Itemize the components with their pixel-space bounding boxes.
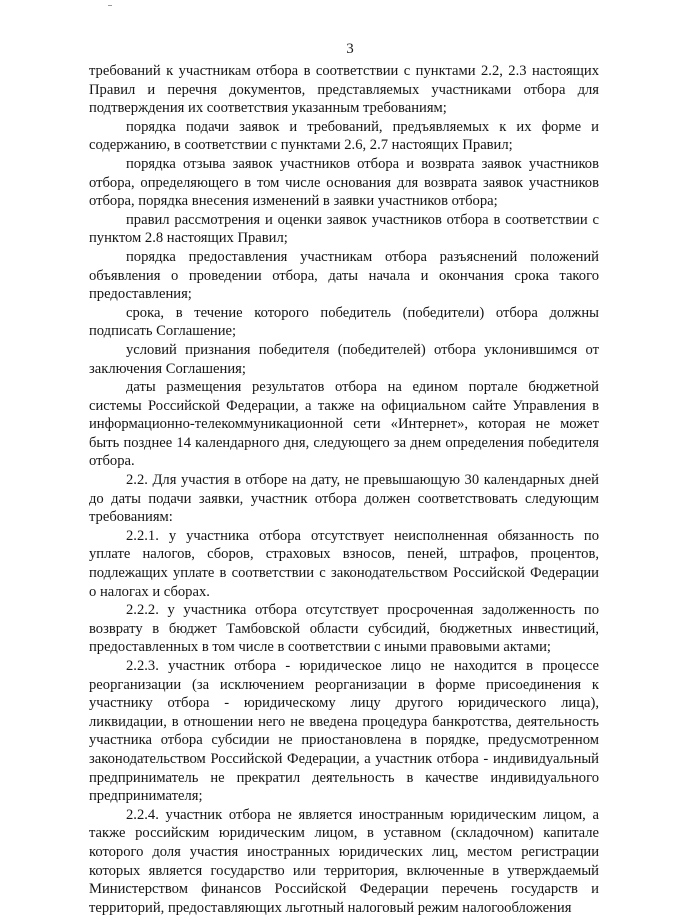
paragraph: порядка предоставления участникам отбора разъяснений положений объявления о проведении отбора, даты начала и окончания срока такого предоставления; xyxy=(89,248,599,303)
paragraph: порядка отзыва заявок участников отбора и возврата заявок участников отбора, определяющего в том числе основания для возврата заявок участников отбора, порядка внесения изменений в заявки участников отбора; xyxy=(89,155,599,210)
paragraph: 2.2.3. участник отбора - юридическое лицо не находится в процессе реорганизации (за исключением реорганизации в форме присоединения к участнику отбора - юридическому лицу другого юридического лица), ликвидации, в отношении него не введена процедура банкротства, деятельность участника отбора субсидии не приостановлена в порядке, предусмотренном законодательством Российской Федерации, а участник отбора - индивидуальный предприниматель не прекратил деятельность в качестве индивидуального предпринимателя; xyxy=(89,658,599,805)
paragraph: условий признания победителя (победителей) отбора уклонившимся от заключения Соглашения; xyxy=(89,341,599,377)
paragraph: правил рассмотрения и оценки заявок участников отбора в соответствии с пунктом 2.8 настоящих Правил; xyxy=(89,211,599,247)
document-body xyxy=(89,62,599,917)
paragraph: даты размещения результатов отбора на едином портале бюджетной системы Российской Федерации, а также на официальном сайте Управления в информационно-телекоммуникационной сети «Интернет», которая не может быть позднее 14 календарного дня, следующего за днем определения победителя отбора. xyxy=(89,379,599,470)
scan-mark xyxy=(108,5,112,6)
paragraph: требований к участникам отбора в соответствии с пунктами 2.2, 2.3 настоящих Правил и перечня документов, представляемых участниками отбора для подтверждения их соответствия указанным требованиям; xyxy=(89,63,599,117)
paragraph: 2.2.4. участник отбора не является иностранным юридическим лицом, а также российским юридическим лицом, в уставном (складочном) капитале которого доля участия иностранных юридических лиц, местом регистрации которых является государство или территория, включенные в утверждаемый Министерством финансов Российской Федерации перечень государств и территорий, предоставляющих льготный налоговый режим налогообложения xyxy=(89,806,599,916)
paragraph: порядка подачи заявок и требований, предъявляемых к их форме и содержанию, в соответствии с пунктами 2.6, 2.7 настоящих Правил; xyxy=(89,118,599,154)
page-number: 3 xyxy=(346,41,354,57)
paragraph: 2.2.2. у участника отбора отсутствует просроченная задолженность по возврату в бюджет Тамбовской области субсидий, бюджетных инвестиций, предоставленных в том числе в соответствии с иными правовыми актами; xyxy=(89,602,599,656)
paragraph: срока, в течение которого победитель (победители) отбора должны подписать Соглашение; xyxy=(89,304,599,340)
paragraph: 2.2. Для участия в отборе на дату, не превышающую 30 календарных дней до даты подачи заявки, участник отбора должен соответствовать следующим требованиям: xyxy=(89,472,599,526)
paragraph: 2.2.1. у участника отбора отсутствует неисполненная обязанность по уплате налогов, сборов, страховых взносов, пеней, штрафов, процентов, подлежащих уплате в соответствии с законодательством Российской Федерации о налогах и сборах. xyxy=(89,527,599,600)
